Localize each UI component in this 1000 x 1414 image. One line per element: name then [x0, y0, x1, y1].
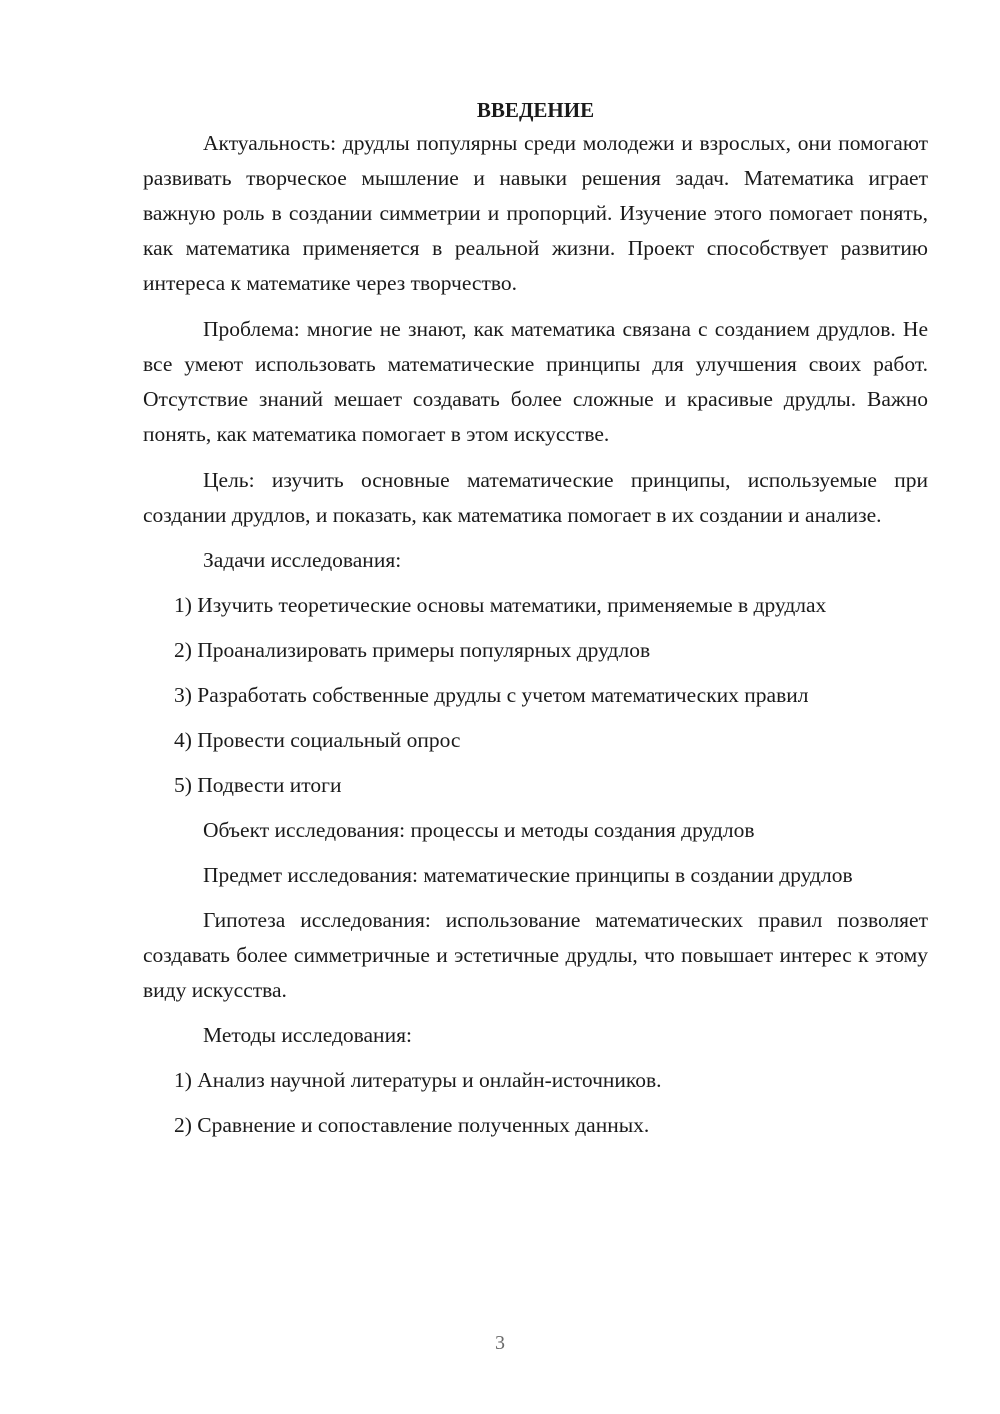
task-item: 1) Изучить теоретические основы математики, применяемые в друдлах — [174, 593, 827, 617]
subject-paragraph: Предмет исследования: математические принципы в создании друдлов — [203, 863, 853, 887]
section-title: ВВЕДЕНИЕ — [476, 98, 595, 122]
document-page — [143, 95, 928, 1143]
task-item: 5) Подвести итоги — [174, 773, 342, 797]
page-number: 3 — [495, 1332, 505, 1354]
relevance-paragraph: Актуальность: друдлы популярны среди молодежи и взрослых, они помогают развивать творческое мышление и навыки решения задач. Математика играет важную роль в создании симметрии и пропорций. Изучение этого помогает понять, как математика применяется в реальной жизни. Проект способствует развитию интереса к математике через творчество. — [143, 131, 928, 295]
method-item: 1) Анализ научной литературы и онлайн-источников. — [174, 1068, 662, 1092]
hypothesis-paragraph: Гипотеза исследования: использование математических правил позволяет создавать более симметричные и эстетичные друдлы, что повышает интерес к этому виду искусства. — [143, 908, 928, 1002]
problem-paragraph: Проблема: многие не знают, как математика связана с созданием друдлов. Не все умеют использовать математические принципы для улучшения своих работ. Отсутствие знаний мешает создавать более сложные и красивые друдлы. Важно понять, как математика помогает в этом искусстве. — [143, 317, 928, 446]
method-item: 2) Сравнение и сопоставление полученных данных. — [174, 1113, 650, 1137]
task-item: 4) Провести социальный опрос — [174, 728, 461, 752]
object-paragraph: Объект исследования: процессы и методы создания друдлов — [203, 818, 755, 842]
task-item: 3) Разработать собственные друдлы с учетом математических правил — [174, 683, 809, 707]
goal-paragraph: Цель: изучить основные математические принципы, используемые при создании друдлов, и показать, как математика помогает в их создании и анализе. — [143, 468, 928, 527]
methods-heading: Методы исследования: — [203, 1023, 412, 1047]
tasks-heading: Задачи исследования: — [203, 548, 402, 572]
task-item: 2) Проанализировать примеры популярных друдлов — [174, 638, 651, 662]
